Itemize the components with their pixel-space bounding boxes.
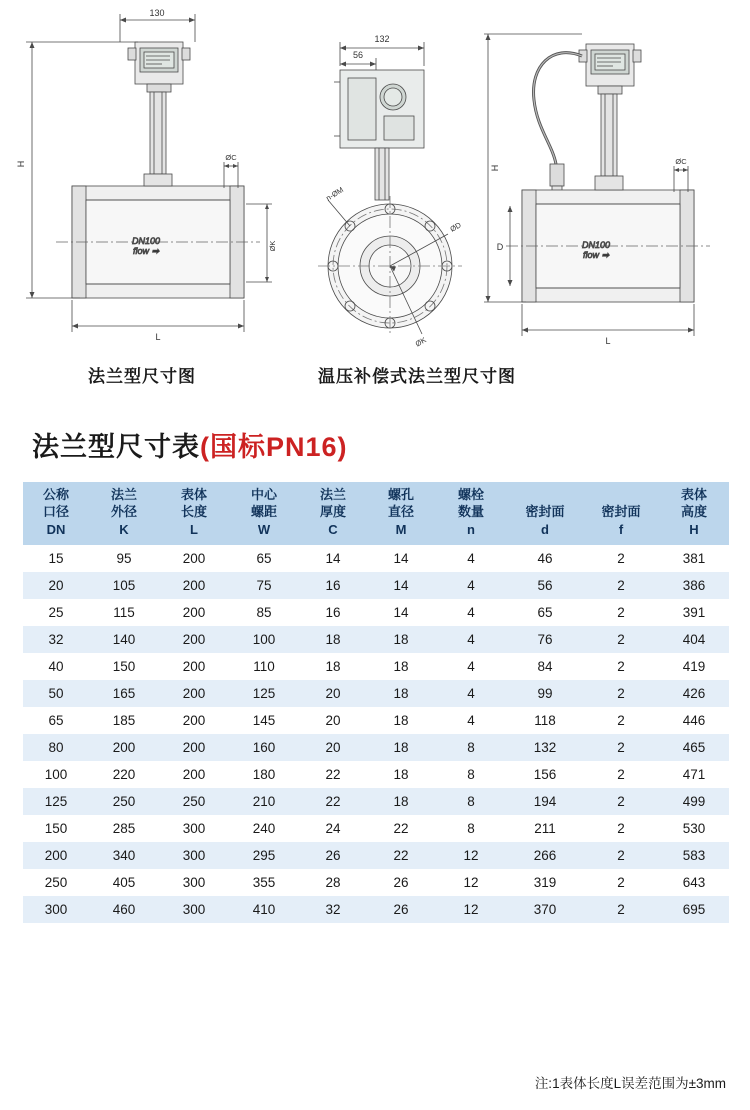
cell-flange-thickness: 22 [325,766,341,782]
dim-top-width-mid: 132 [374,34,390,44]
cell-bolt-hole-diameter: 26 [393,874,409,890]
cell-flange-outer-diameter: 185 [112,712,136,728]
table-row [23,653,729,680]
cell-sealing-face-f: 2 [617,739,625,755]
cell-sealing-face-d: 65 [537,604,553,620]
cell-flange-thickness: 16 [325,604,341,620]
cell-nominal-diameter: 15 [48,550,64,566]
col-body-height: 表体 高度 H [659,482,729,545]
cell-center-pitch: 180 [252,766,276,782]
cell-bolt-hole-diameter: 18 [393,739,409,755]
cell-flange-thickness: 28 [325,874,341,890]
dim-length-left: L [155,332,161,342]
cell-body-length: 200 [182,631,206,647]
cell-body-height: 386 [682,577,706,593]
cell-center-pitch: 210 [252,793,276,809]
cell-body-height: 465 [682,739,706,755]
cell-bolt-count: 8 [467,739,475,755]
cell-flange-thickness: 18 [325,658,341,674]
cell-sealing-face-f: 2 [617,577,625,593]
cell-flange-thickness: 24 [325,820,341,836]
cell-flange-outer-diameter: 165 [112,685,136,701]
cell-flange-thickness: 16 [325,577,341,593]
cell-body-length: 200 [182,712,206,728]
flange-type-dimension-drawing [10,4,310,364]
table-row [23,599,729,626]
cell-nominal-diameter: 80 [48,739,64,755]
dim-height-right: H [490,164,500,172]
cell-center-pitch: 110 [253,658,275,674]
cell-bolt-hole-diameter: 14 [393,577,409,593]
cell-flange-thickness: 18 [325,631,341,647]
table-row [23,734,729,761]
drawings-area [0,0,750,400]
cell-body-length: 250 [182,793,206,809]
cell-sealing-face-f: 2 [617,631,625,647]
cell-bolt-hole-diameter: 14 [393,604,409,620]
cell-nominal-diameter: 150 [44,820,68,836]
cell-sealing-face-f: 2 [617,658,625,674]
cell-body-height: 419 [682,658,706,674]
cell-flange-thickness: 22 [325,793,341,809]
cell-body-length: 200 [182,685,206,701]
cell-body-length: 200 [182,577,206,593]
cell-bolt-hole-diameter: 18 [393,793,409,809]
cell-bolt-count: 8 [467,820,475,836]
page-title [32,425,348,464]
svg-text:DN100: DN100 [581,240,611,250]
table-note: 注:1表体长度L误差范围为±3mm [534,1076,726,1091]
cell-body-height: 530 [682,820,706,836]
cell-bolt-hole-diameter: 22 [393,847,409,863]
cell-flange-outer-diameter: 405 [112,874,136,890]
cell-bolt-hole-diameter: 18 [393,766,409,782]
cell-nominal-diameter: 200 [44,847,68,863]
cell-sealing-face-d: 56 [537,577,553,593]
cell-nominal-diameter: 65 [48,712,64,728]
col-sealing-face-d: 密封面 d [507,482,583,545]
dim-k-mid: ØK [413,335,428,349]
cell-flange-outer-diameter: 115 [113,604,135,620]
cell-flange-outer-diameter: 105 [112,577,136,593]
cell-bolt-hole-diameter: 14 [393,550,409,566]
cell-body-height: 499 [682,793,706,809]
cell-sealing-face-d: 156 [533,766,557,782]
cell-nominal-diameter: 40 [48,658,64,674]
cell-bolt-count: 12 [463,874,479,890]
col-bolt-hole-diameter: 螺孔 直径 M [367,482,435,545]
dimension-table-wrap [23,482,729,923]
table-row [23,788,729,815]
cell-body-height: 446 [682,712,706,728]
table-row [23,869,729,896]
page-title-main: 法兰型尺寸表 [32,432,200,462]
dimension-table [23,482,729,923]
temperature-pressure-compensated-flange-drawing [482,4,750,364]
cell-body-length: 300 [182,901,206,917]
cell-sealing-face-f: 2 [617,901,625,917]
cell-nominal-diameter: 20 [48,577,64,593]
cell-bolt-hole-diameter: 26 [393,901,409,917]
cell-sealing-face-d: 76 [537,631,553,647]
dim-bore-left: ØC [225,153,237,162]
cell-nominal-diameter: 32 [48,631,64,647]
col-sealing-face-f: 密封面 f [583,482,659,545]
table-row [23,896,729,923]
cell-body-height: 643 [682,874,706,890]
cell-body-height: 391 [682,604,706,620]
col-nominal-diameter: 公称 口径 DN [23,482,89,545]
cell-flange-thickness: 26 [325,847,341,863]
cell-nominal-diameter: 25 [48,604,64,620]
cell-body-length: 300 [182,847,206,863]
cell-body-length: 300 [182,820,206,836]
cell-center-pitch: 75 [256,577,272,593]
col-flange-outer-diameter: 法兰 外径 K [89,482,159,545]
cell-sealing-face-f: 2 [617,766,625,782]
cell-body-length: 200 [182,766,206,782]
cell-flange-outer-diameter: 250 [112,793,136,809]
cell-nominal-diameter: 125 [44,793,68,809]
cell-sealing-face-d: 99 [537,685,553,701]
cell-center-pitch: 410 [252,901,276,917]
cell-center-pitch: 100 [252,631,276,647]
cell-body-height: 426 [682,685,706,701]
page-title-sub: (国标PN16) [200,432,348,462]
cell-sealing-face-f: 2 [617,847,625,863]
cell-center-pitch: 65 [256,550,272,566]
cell-sealing-face-f: 2 [617,685,625,701]
cell-flange-outer-diameter: 220 [112,766,136,782]
cell-center-pitch: 295 [252,847,276,863]
cell-sealing-face-d: 118 [534,712,556,728]
table-body [23,545,729,923]
dim-top-width-left: 130 [149,8,165,18]
cell-bolt-count: 4 [467,685,475,701]
cell-nominal-diameter: 250 [44,874,68,890]
table-row [23,680,729,707]
cell-center-pitch: 240 [252,820,276,836]
cell-body-length: 300 [182,874,206,890]
cell-sealing-face-f: 2 [617,604,625,620]
svg-text:flow ➡: flow ➡ [582,250,610,260]
col-bolt-count: 螺栓 数量 n [435,482,507,545]
caption-flange-type: 法兰型尺寸图 [88,367,196,386]
cell-flange-outer-diameter: 150 [112,658,136,674]
cell-bolt-hole-diameter: 22 [393,820,409,836]
table-row [23,545,729,572]
dim-d-mid: ØD [448,220,463,234]
cell-flange-thickness: 20 [325,712,341,728]
cell-body-height: 404 [682,631,706,647]
cell-flange-thickness: 20 [325,739,341,755]
dim-offset-mid: 56 [352,50,364,60]
cell-sealing-face-d: 194 [533,793,557,809]
cell-flange-outer-diameter: 140 [112,631,136,647]
cell-bolt-count: 4 [467,712,475,728]
cell-body-height: 695 [682,901,706,917]
table-row [23,572,729,599]
cell-bolt-hole-diameter: 18 [393,712,409,728]
cell-flange-thickness: 20 [325,685,341,701]
cell-flange-thickness: 14 [325,550,341,566]
cell-center-pitch: 125 [252,685,276,701]
col-center-pitch: 中心 螺距 W [229,482,299,545]
cell-bolt-count: 4 [467,550,475,566]
cell-sealing-face-f: 2 [617,874,625,890]
cell-sealing-face-f: 2 [617,712,625,728]
cell-bolt-hole-diameter: 18 [393,658,409,674]
table-row [23,815,729,842]
cell-bolt-count: 8 [467,793,475,809]
cell-sealing-face-f: 2 [617,793,625,809]
cell-bolt-count: 4 [467,658,475,674]
cell-bolt-count: 4 [467,577,475,593]
cell-body-length: 200 [182,739,206,755]
cell-body-length: 200 [182,604,206,620]
cell-sealing-face-d: 211 [534,820,556,836]
cell-bolt-count: 4 [467,604,475,620]
cell-flange-outer-diameter: 285 [112,820,136,836]
cell-bolt-count: 8 [467,766,475,782]
cell-sealing-face-d: 266 [533,847,557,863]
caption-temp-pressure-compensated: 温压补偿式法兰型尺寸图 [318,367,516,386]
cell-flange-outer-diameter: 460 [112,901,136,917]
cell-center-pitch: 85 [256,604,272,620]
cell-body-height: 583 [682,847,706,863]
dim-k-left: ØK [268,240,277,252]
cell-bolt-hole-diameter: 18 [393,685,409,701]
cell-bolt-count: 12 [463,901,479,917]
cell-flange-outer-diameter: 200 [112,739,136,755]
cell-flange-outer-diameter: 340 [112,847,136,863]
table-row [23,707,729,734]
flange-face-drawing [300,4,500,364]
cell-sealing-face-d: 132 [533,739,557,755]
cell-center-pitch: 355 [252,874,276,890]
cell-body-height: 381 [682,550,706,566]
svg-text:DN100: DN100 [131,236,161,246]
cell-sealing-face-f: 2 [617,820,625,836]
cell-body-length: 200 [182,550,206,566]
cell-nominal-diameter: 100 [44,766,68,782]
cell-sealing-face-f: 2 [617,550,625,566]
cell-center-pitch: 160 [252,739,276,755]
cell-bolt-count: 4 [467,631,475,647]
cell-nominal-diameter: 50 [48,685,64,701]
table-row [23,761,729,788]
cell-bolt-hole-diameter: 18 [393,631,409,647]
table-row [23,842,729,869]
dim-bore-right: ØC [675,157,687,166]
dim-diameter-right: D [496,242,504,252]
cell-sealing-face-d: 370 [533,901,557,917]
cell-sealing-face-d: 319 [533,874,557,890]
dim-length-right: L [605,336,611,346]
cell-body-length: 200 [182,658,206,674]
table-header-row [23,482,729,545]
table-row [23,626,729,653]
cell-body-height: 471 [682,766,706,782]
cell-nominal-diameter: 300 [44,901,68,917]
cell-flange-outer-diameter: 95 [116,550,132,566]
cell-sealing-face-d: 46 [537,550,553,566]
col-flange-thickness: 法兰 厚度 C [299,482,367,545]
cell-center-pitch: 145 [252,712,276,728]
cell-flange-thickness: 32 [325,901,341,917]
cell-bolt-count: 12 [463,847,479,863]
svg-text:flow ➡: flow ➡ [132,246,160,256]
col-body-length: 表体 长度 L [159,482,229,545]
dim-bolt-holes-mid: n-ØM [324,185,346,203]
cell-sealing-face-d: 84 [537,658,553,674]
dim-height-left: H [16,160,26,168]
